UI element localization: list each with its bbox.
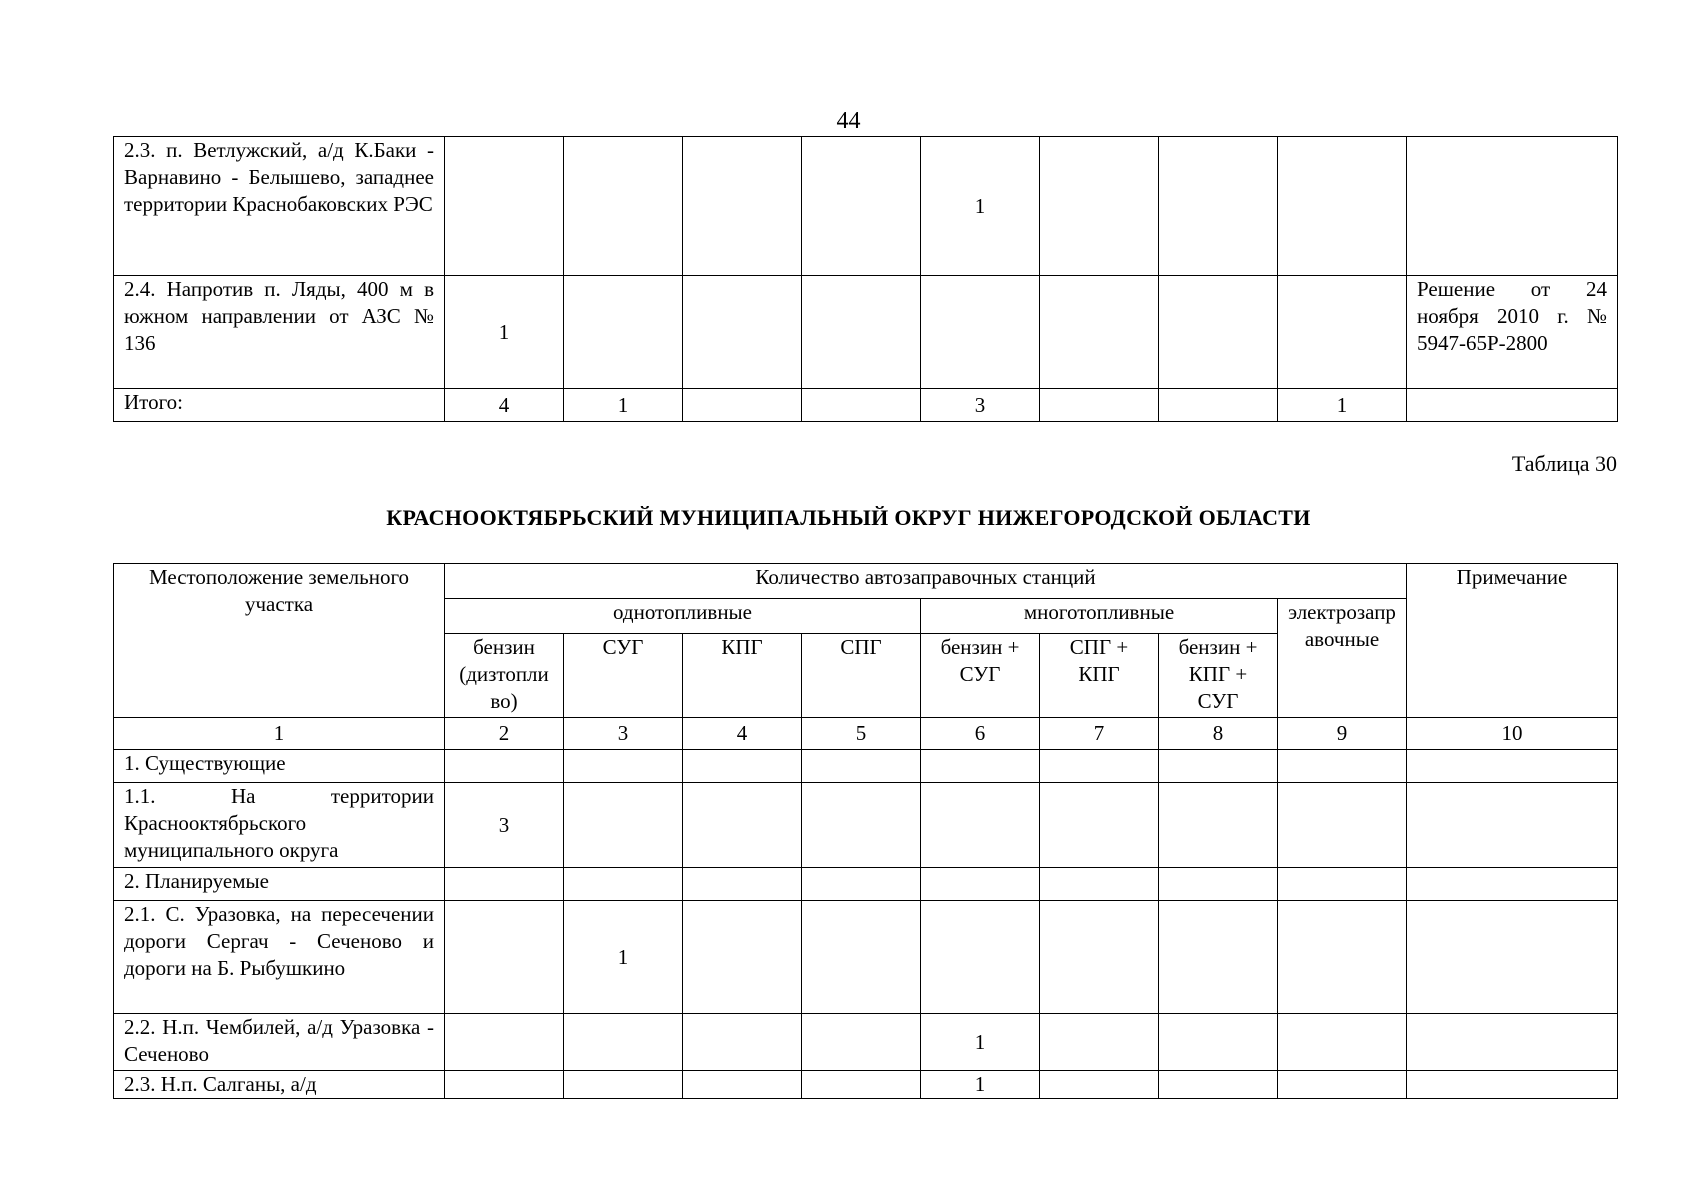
count-cell bbox=[1278, 901, 1407, 1014]
count-cell bbox=[1040, 783, 1159, 868]
location-cell: 1. Существующие bbox=[114, 750, 445, 783]
count-cell bbox=[1040, 137, 1159, 276]
count-cell bbox=[683, 901, 802, 1014]
count-cell bbox=[1159, 1071, 1278, 1099]
column-number: 7 bbox=[1040, 718, 1159, 750]
count-cell bbox=[683, 868, 802, 901]
count-cell bbox=[564, 137, 683, 276]
note-cell bbox=[1407, 389, 1618, 422]
column-number: 6 bbox=[921, 718, 1040, 750]
column-number: 10 bbox=[1407, 718, 1618, 750]
count-cell bbox=[802, 750, 921, 783]
location-cell: 2.3. Н.п. Салганы, а/д bbox=[114, 1071, 445, 1099]
count-cell bbox=[1159, 1014, 1278, 1071]
column-number: 8 bbox=[1159, 718, 1278, 750]
column-number: 1 bbox=[114, 718, 445, 750]
count-cell bbox=[1278, 783, 1407, 868]
count-cell bbox=[802, 783, 921, 868]
table-row bbox=[114, 783, 1618, 868]
count-cell: 3 bbox=[445, 783, 564, 868]
count-cell bbox=[1159, 276, 1278, 389]
table-row bbox=[114, 137, 1618, 276]
header-fuel-type: СУГ bbox=[564, 634, 683, 718]
note-cell bbox=[1407, 868, 1618, 901]
count-cell bbox=[802, 137, 921, 276]
header-electric: электрозаправочные bbox=[1278, 599, 1407, 718]
count-cell bbox=[921, 783, 1040, 868]
count-cell: 1 bbox=[921, 1071, 1040, 1099]
count-cell bbox=[1278, 868, 1407, 901]
count-cell bbox=[683, 389, 802, 422]
column-number: 4 bbox=[683, 718, 802, 750]
table-row bbox=[114, 868, 1618, 901]
table-row bbox=[114, 1014, 1618, 1071]
note-cell bbox=[1407, 901, 1618, 1014]
table-row bbox=[114, 276, 1618, 389]
count-cell bbox=[1159, 750, 1278, 783]
count-cell: 4 bbox=[445, 389, 564, 422]
location-cell: 2.4. Напротив п. Ляды, 400 м в южном направлении от АЗС № 136 bbox=[114, 276, 445, 389]
table-row bbox=[114, 1071, 1618, 1099]
count-cell bbox=[1040, 276, 1159, 389]
header-fuel-type: СПГ + КПГ bbox=[1040, 634, 1159, 718]
header-multi-fuel: многотопливные bbox=[921, 599, 1278, 634]
header-fuel-type: КПГ bbox=[683, 634, 802, 718]
table-caption: Таблица 30 bbox=[1511, 451, 1617, 476]
count-cell bbox=[683, 750, 802, 783]
count-cell bbox=[1040, 389, 1159, 422]
count-cell: 1 bbox=[1278, 389, 1407, 422]
header-location: Местоположение земельного участка bbox=[114, 564, 445, 718]
count-cell bbox=[683, 276, 802, 389]
location-cell: Итого: bbox=[114, 389, 445, 422]
header-fuel-type: СПГ bbox=[802, 634, 921, 718]
note-cell bbox=[1407, 1071, 1618, 1099]
count-cell bbox=[802, 276, 921, 389]
column-number: 5 bbox=[802, 718, 921, 750]
count-cell bbox=[683, 1071, 802, 1099]
column-number: 9 bbox=[1278, 718, 1407, 750]
table-row bbox=[114, 901, 1618, 1014]
count-cell: 1 bbox=[445, 276, 564, 389]
count-cell bbox=[564, 868, 683, 901]
count-cell bbox=[1278, 1071, 1407, 1099]
count-cell bbox=[445, 1071, 564, 1099]
page-number: 44 bbox=[836, 108, 861, 134]
count-cell bbox=[683, 1014, 802, 1071]
count-cell bbox=[802, 1071, 921, 1099]
count-cell: 3 bbox=[921, 389, 1040, 422]
count-cell bbox=[1159, 137, 1278, 276]
count-cell bbox=[921, 750, 1040, 783]
column-number: 3 bbox=[564, 718, 683, 750]
count-cell: 1 bbox=[921, 1014, 1040, 1071]
count-cell bbox=[1040, 750, 1159, 783]
count-cell bbox=[1278, 137, 1407, 276]
header-station-count: Количество автозаправочных станций bbox=[445, 564, 1407, 599]
count-cell bbox=[1278, 276, 1407, 389]
section-title: КРАСНООКТЯБРЬСКИЙ МУНИЦИПАЛЬНЫЙ ОКРУГ НИЖЕГОРОДСКОЙ ОБЛАСТИ bbox=[386, 505, 1311, 530]
location-cell: 2.1. С. Уразовка, на пересечении дороги Сергач - Сеченово и дороги на Б. Рыбушкино bbox=[114, 901, 445, 1014]
header-single-fuel: однотопливные bbox=[445, 599, 921, 634]
count-cell bbox=[802, 389, 921, 422]
count-cell bbox=[445, 750, 564, 783]
count-cell bbox=[445, 137, 564, 276]
note-cell: Решение от 24 ноября 2010 г. № 5947-65Р-2800 bbox=[1407, 276, 1618, 389]
count-cell bbox=[683, 783, 802, 868]
count-cell: 1 bbox=[564, 901, 683, 1014]
header-fuel-type: бензин + КПГ + СУГ bbox=[1159, 634, 1278, 718]
count-cell bbox=[445, 868, 564, 901]
note-cell bbox=[1407, 137, 1618, 276]
stations-table bbox=[113, 563, 1618, 1099]
header-note: Примечание bbox=[1407, 564, 1618, 718]
count-cell bbox=[1278, 750, 1407, 783]
count-cell bbox=[1159, 783, 1278, 868]
count-cell bbox=[683, 137, 802, 276]
count-cell bbox=[564, 783, 683, 868]
table-row bbox=[114, 750, 1618, 783]
location-cell: 1.1. На территории Краснооктябрьского муниципального округа bbox=[114, 783, 445, 868]
count-cell bbox=[802, 868, 921, 901]
count-cell bbox=[1278, 1014, 1407, 1071]
count-cell bbox=[1040, 868, 1159, 901]
count-cell: 1 bbox=[564, 389, 683, 422]
count-cell bbox=[921, 276, 1040, 389]
count-cell bbox=[1040, 901, 1159, 1014]
count-cell bbox=[445, 901, 564, 1014]
count-cell bbox=[445, 1014, 564, 1071]
count-cell bbox=[564, 750, 683, 783]
count-cell bbox=[921, 868, 1040, 901]
location-cell: 2. Планируемые bbox=[114, 868, 445, 901]
count-cell bbox=[1159, 868, 1278, 901]
header-fuel-type: бензин (дизтопливо) bbox=[445, 634, 564, 718]
continuation-table bbox=[113, 136, 1618, 422]
count-cell bbox=[564, 1014, 683, 1071]
count-cell bbox=[564, 276, 683, 389]
count-cell bbox=[802, 1014, 921, 1071]
count-cell bbox=[921, 901, 1040, 1014]
note-cell bbox=[1407, 1014, 1618, 1071]
count-cell bbox=[802, 901, 921, 1014]
note-cell bbox=[1407, 750, 1618, 783]
count-cell bbox=[564, 1071, 683, 1099]
table-row bbox=[114, 389, 1618, 422]
count-cell bbox=[1040, 1071, 1159, 1099]
count-cell: 1 bbox=[921, 137, 1040, 276]
count-cell bbox=[1040, 1014, 1159, 1071]
note-cell bbox=[1407, 783, 1618, 868]
column-number: 2 bbox=[445, 718, 564, 750]
location-cell: 2.2. Н.п. Чембилей, а/д Уразовка - Сеченово bbox=[114, 1014, 445, 1071]
location-cell: 2.3. п. Ветлужский, а/д К.Баки - Варнавино - Белышево, западнее территории Краснобаковских РЭС bbox=[114, 137, 445, 276]
count-cell bbox=[1159, 389, 1278, 422]
header-fuel-type: бензин + СУГ bbox=[921, 634, 1040, 718]
count-cell bbox=[1159, 901, 1278, 1014]
